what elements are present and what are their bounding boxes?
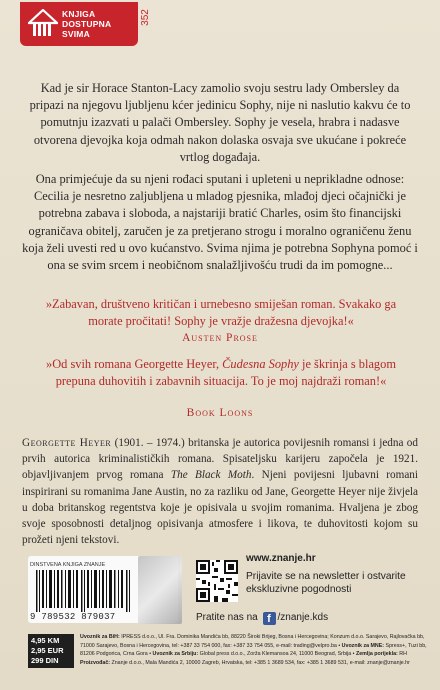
follow-label: Pratite nas na (196, 612, 258, 623)
bio-text-a: (1901. – 1974.) britanska je autorica povijesnih romansi i jedna od prvih autorica kriminalističkih romana. Spisateljsku karijeru započela je 1921. objavljivanjem prvog romana (22, 437, 418, 482)
price-din: 299 DIN (31, 656, 59, 665)
badge-text (62, 9, 111, 39)
legal-prod-text: Znanje d.o.o., Mala Mandića 2, 10000 Zagreb, Hrvatska, tel: +385 1 3689 534, fax: +385 1 3689 531, e-mail: znanje@znanje.hr (110, 659, 410, 666)
barcode-top-label: DINSTVENA KNJIGA ZNANJE (30, 562, 106, 568)
badge-line-3: SVIMA (62, 29, 90, 39)
review-quote-1: »Zabavan, društveno kritičan i urnebesno smiješan roman. Svakako ga morate pročitati! Sophy je vražje dražesna djevojka!« (45, 297, 397, 328)
quote-2-before: »Od svih romana Georgette Heyer, (46, 357, 223, 371)
importer-legal-text: Uvoznik za BiH: IPRESS d.o.o., Ul. Fra. Dominika Mandića bb, 88220 Široki Brijeg, Bosna i Hercegovina; Konzum d.o.o. Sarajevo, Rajlovačka bb, 71000 Sarajevo, Bosna i Hercegovina, tel: +387 33 754 000, fax: +387 33 754 055, e-mail: trading@velpro.ba • Uvoznik za MNE: Spress+, Tuzi bb, 81206 Podgorica, Crna Gora • Uvoznik za Srbiju: Global press d.o.o., Zorža Klemansoa 24, 11000 Beograd, Srbija • Zemlja porijekla: RH Proizvođač: Znanje d.o.o., Mala Mandića 2, 10000 Zagreb, Hrvatska, tel: +385 1 3689 534, fax: +385 1 3689 531, e-mail: znanje@znanje.hr (80, 634, 427, 666)
blurb-paragraph-2: Ona primjećuje da su njeni rođaci sputani i upleteni u neprikladne odnose: Cecilia je nesretno zaljubljena u mladog pjesnika, mlađoj djeci očajnički je potrebna zabava i sloboda, a najstariji bratić Charles, osim što financijski ograničava obitelj, zaručen je za pretjerano strogu i moralno ograničenu ženu koja želi uvesti red u ovo kućanstvo. Svima njima je potrebna Sophyna pomoć i ona se svim srcem i neobičnom snalažljivošću trudi da im pomogne... (22, 172, 418, 273)
price-eur: 2,95 EUR (31, 646, 64, 655)
website-link[interactable]: www.znanje.hr (246, 553, 316, 564)
legal-srb-label: Uvoznik za Srbiju: (152, 651, 199, 658)
badge-number: 352 (140, 9, 152, 26)
social-follow (196, 612, 328, 625)
knjiga-dostupna-svima-badge (20, 2, 152, 46)
review-author-1: Austen Prose (182, 332, 258, 344)
quote-2-book-title: Čudesna Sophy (222, 357, 299, 371)
legal-mne-label: Uvoznik za MNE: (341, 642, 385, 649)
barcode-digits: 9 789532 879037 (30, 612, 116, 622)
price-list (28, 634, 74, 668)
legal-zemlja-text: RH (397, 651, 407, 658)
quote-2-after: je škrinja s blagom prepuna duhovitih i zabavnih situacija. To je moj najdraži roman!« (55, 357, 396, 388)
facebook-icon: f (263, 612, 276, 625)
qr-code-icon (196, 560, 238, 602)
legal-prod-label: Proizvođač: (80, 659, 111, 666)
author-bio (22, 435, 418, 548)
legal-mne-text: Spress+, Tuzi bb, 81206 Podgorica, Crna Gora (80, 642, 427, 658)
bio-book-title: The Black Moth (170, 469, 252, 482)
review-author-2: Book Loons (186, 407, 254, 419)
badge-line-2: DOSTUPNA (62, 19, 112, 29)
social-handle[interactable]: /znanje.kds (277, 612, 329, 623)
legal-bih-text: IPRESS d.o.o., Ul. Fra. Dominika Mandića bb, 88220 Široki Brijeg, Bosna i Hercegovina; Konzum d.o.o. Sarajevo, Rajlovačka bb, 71000 Sarajevo, Bosna i Hercegovina, tel: +387 33 754 000, fax: +387 33 754 055, e-mail: trading@velpro.ba (80, 634, 425, 649)
books-logo-icon (28, 9, 58, 39)
barcode-icon (36, 570, 136, 612)
blurb-paragraph-1: Kad je sir Horace Stanton-Lacy zamolio svoju sestru lady Ombersley da pripazi na njegovu ljubljenu kćer jedinicu Sophy, nije ni naslutio kakvu će to pomutnju izazvati u palači Ombersley. Sophy je vesela, hrabra i nadasve otvorena djevojka koja odmah nakon dolaska osvaja sve ukućane i pokreće vrtlog događaja. (29, 81, 411, 164)
review-quote-2 (40, 356, 402, 390)
author-name: Georgette Heyer (22, 437, 112, 449)
bio-text-b: . Njeni povijesni ljubavni romani inspirirani su romanima Jane Austin, no za razliku od Jane, Georgette Heyer nije živjela u doba britanskog regentstva koje je opisivala u svojim romanima. Hvaljena je zbog svoje sposobnosti detaljnog opisivanja atmosfere i likova, te duhovitosti kojom su prožeti njeni tekstovi. (22, 469, 418, 547)
legal-bih-label: Uvoznik za BiH: (80, 634, 120, 640)
price-sticker (138, 556, 182, 624)
price-km: 4,95 KM (31, 636, 60, 645)
legal-srb-text: Global press d.o.o., Zorža Klemansoa 24, 11000 Beograd, Srbija (198, 651, 352, 658)
newsletter-signup-text: Prijavite se na newsletter i ostvarite ekskluzivne pogodnosti (246, 571, 406, 595)
badge-line-1: KNJIGA (62, 9, 96, 19)
legal-zemlja-label: Zemlja porijekla: (356, 651, 398, 658)
